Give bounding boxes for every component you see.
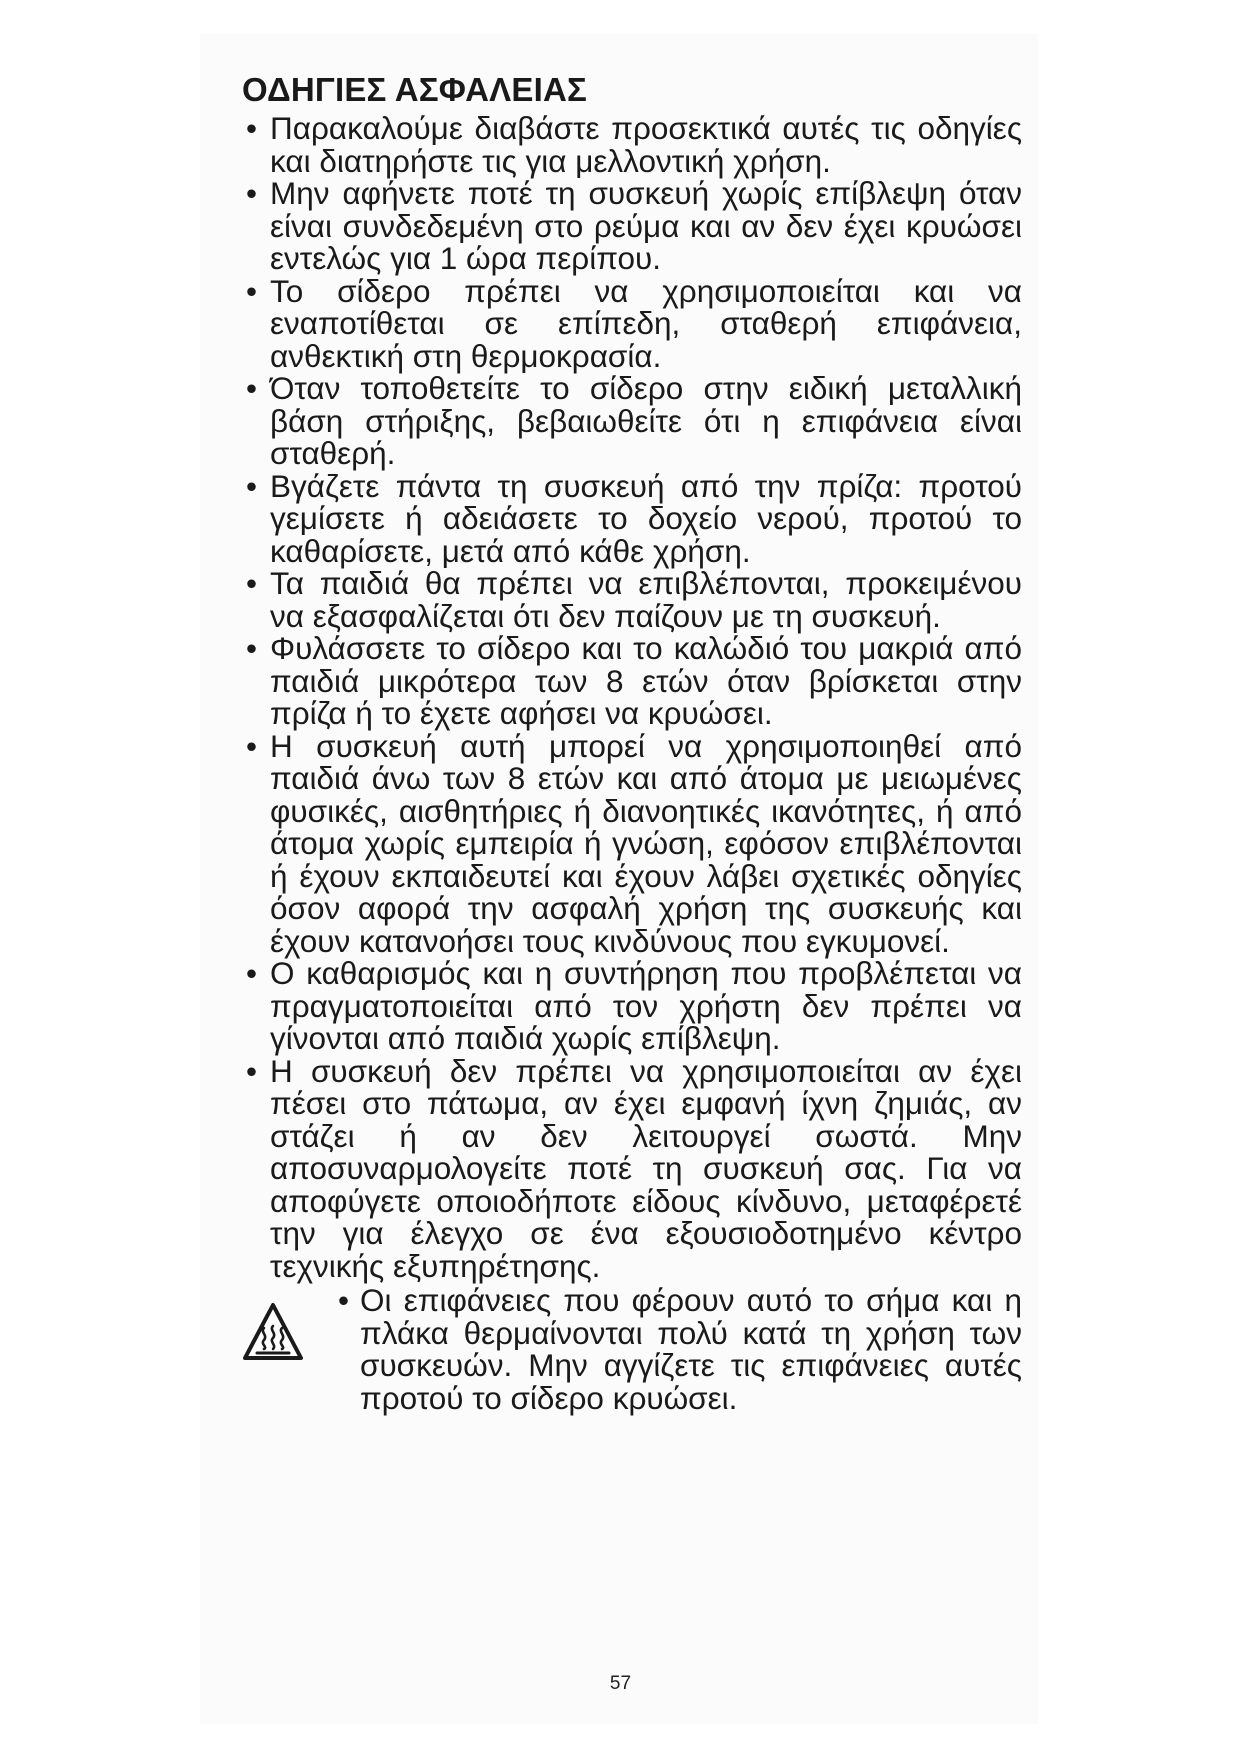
hot-surface-warning-text: • Οι επιφάνειες που φέρουν αυτό το σήμα και η πλάκα θερμαίνονται πολύ κατά τη χρήση των συσκευών. Μην αγγίζετε τις επιφάνειες αυτές προτού το σίδερο κρυώσει. (334, 1284, 1022, 1414)
instruction-item: • Όταν τοποθετείτε το σίδερο στην ειδική μεταλλική βάση στήριξης, βεβαιωθείτε ότι η επιφάνεια είναι σταθερή. (242, 372, 1022, 470)
hot-surface-warning-block (242, 1284, 1022, 1414)
section-title: ΟΔΗΓΙΕΣ ΑΣΦΑΛΕΙΑΣ (242, 71, 587, 108)
instruction-item: • Ο καθαρισμός και η συντήρηση που προβλέπεται να πραγματοποιείται από τον χρήστη δεν πρέπει να γίνονται από παιδιά χωρίς επίβλεψη. (242, 957, 1022, 1055)
instruction-item: • Βγάζετε πάντα τη συσκευή από την πρίζα: προτού γεμίσετε ή αδειάσετε το δοχείο νερού, προτού το καθαρίσετε, μετά από κάθε χρήση. (242, 470, 1022, 568)
instruction-item: • Το σίδερο πρέπει να χρησιμοποιείται και να εναποτίθεται σε επίπεδη, σταθερή επιφάνεια, ανθεκτική στη θερμοκρασία. (242, 275, 1022, 373)
instruction-item: • Η συσκευή αυτή μπορεί να χρησιμοποιηθεί από παιδιά άνω των 8 ετών και από άτομα με μειωμένες φυσικές, αισθητήριες ή διανοητικές ικανότητες, ή από άτομα χωρίς εμπειρία ή γνώση, εφόσον επιβλέπονται ή έχουν εκπαιδευτεί και έχουν λάβει σχετικές οδηγίες όσον αφορά την ασφαλή χρήση της συσκευής και έχουν κατανοήσει τους κινδύνους που εγκυμονεί. (242, 730, 1022, 958)
safety-instructions-section (242, 70, 1022, 1414)
hot-surface-icon (242, 1302, 304, 1362)
instruction-item: • Φυλάσσετε το σίδερο και το καλώδιό του μακριά από παιδιά μικρότερα των 8 ετών όταν βρίσκεται στην πρίζα ή το έχετε αφήσει να κρυώσει. (242, 632, 1022, 730)
warning-list (334, 1284, 1022, 1414)
instruction-item: • Η συσκευή δεν πρέπει να χρησιμοποιείται αν έχει πέσει στο πάτωμα, αν έχει εμφανή ίχνη ζημιάς, αν στάζει ή αν δεν λειτουργεί σωστά. Μην αποσυναρμολογείτε ποτέ τη συσκευή σας. Για να αποφύγετε οποιοδήποτε είδους κίνδυνο, μεταφέρετέ την για έλεγχο σε ένα εξουσιοδοτημένο κέντρο τεχνικής εξυπηρέτησης. (242, 1055, 1022, 1283)
instruction-item: • Μην αφήνετε ποτέ τη συσκευή χωρίς επίβλεψη όταν είναι συνδεδεμένη στο ρεύμα και αν δεν έχει κρυώσει εντελώς για 1 ώρα περίπου. (242, 177, 1022, 275)
page-number: 57 (609, 1673, 632, 1694)
instruction-item: • Τα παιδιά θα πρέπει να επιβλέπονται, προκειμένου να εξασφαλίζεται ότι δεν παίζουν με τη συσκευή. (242, 567, 1022, 632)
instruction-item: • Παρακαλούμε διαβάστε προσεκτικά αυτές τις οδηγίες και διατηρήστε τις για μελλοντική χρήση. (242, 112, 1022, 177)
instruction-list (242, 112, 1022, 1282)
